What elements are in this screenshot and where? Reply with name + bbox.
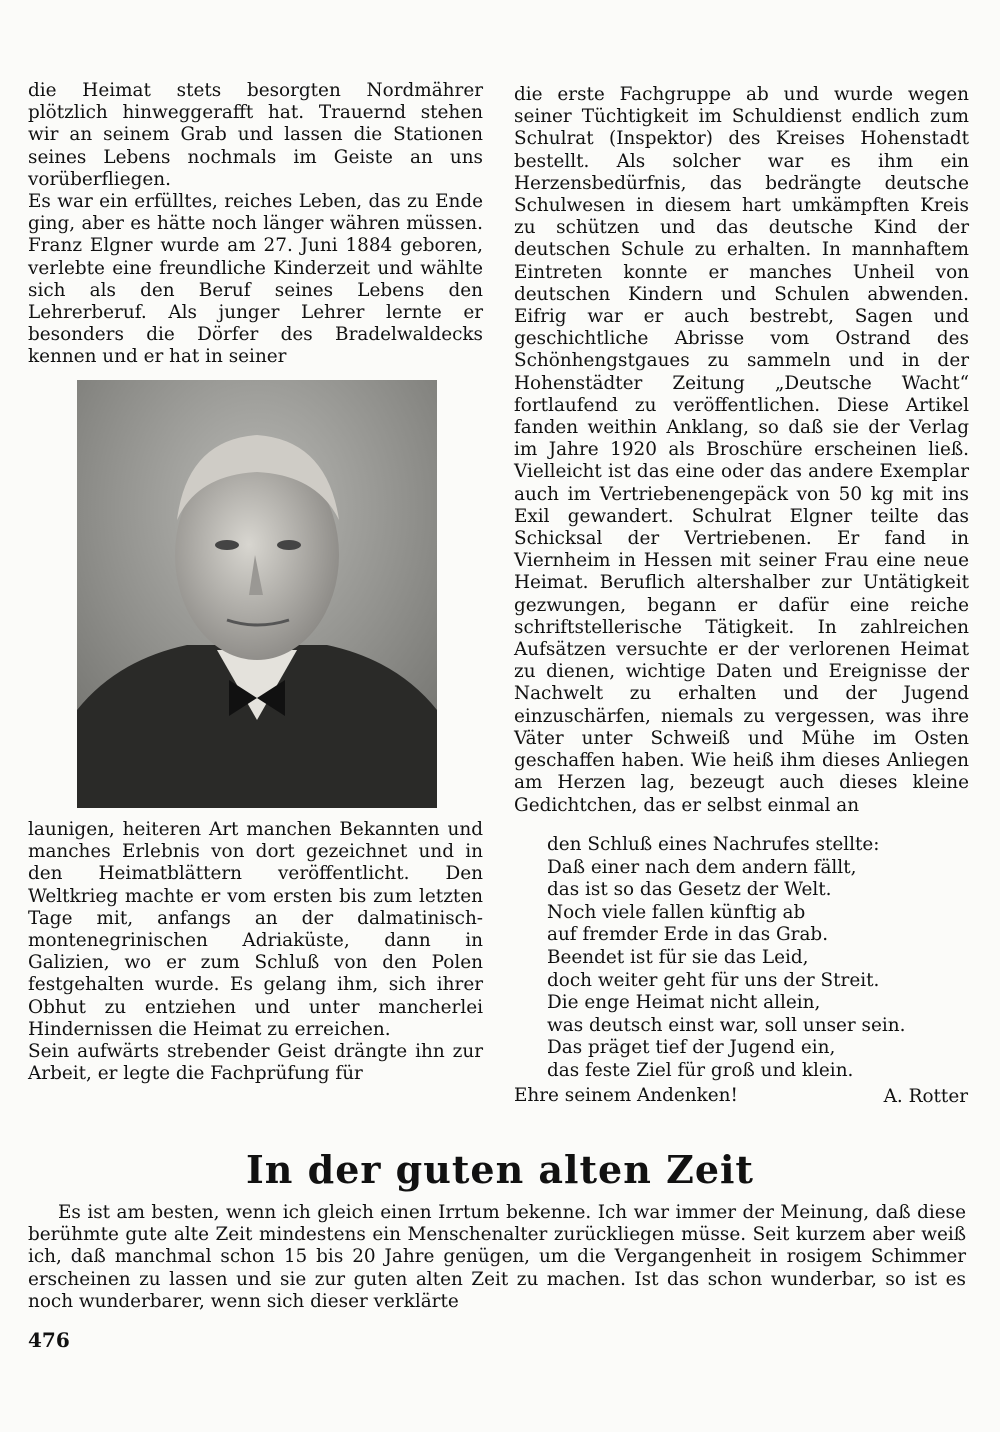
poem-line: den Schluß eines Nachrufes stellte:	[547, 834, 880, 855]
right-column	[514, 84, 969, 817]
poem-line: Die enge Heimat nicht allein,	[547, 992, 821, 1014]
paragraph: Es war ein erfülltes, reiches Leben, das zu Ende ging, aber es hätte noch länger währen müssen. Franz Elgner wurde am 27. Juni 1884 geboren, verlebte eine freundliche Kinderzeit und wählte sich als den Beruf seines Lebens den Lehrerberuf. Als junger Lehrer lernte er besonders die Dörfer des Bradelwaldecks kennen und er hat in seiner	[28, 191, 483, 368]
poem-line: das feste Ziel für groß und klein.	[547, 1059, 854, 1081]
left-column-top	[28, 80, 483, 369]
poem-line: was deutsch einst war, soll unser sein.	[547, 1014, 906, 1036]
poem-line: doch weiter geht für uns der Streit.	[547, 969, 880, 991]
article-intro	[28, 1202, 966, 1313]
paragraph: Sein aufwärts strebender Geist drängte ihn zur Arbeit, er legte die Fachprüfung für	[28, 1041, 483, 1085]
paragraph: die erste Fachgruppe ab und wurde wegen seiner Tüchtigkeit im Schuldienst endlich zum Schulrat (Inspektor) des Kreises Hohenstadt bestellt. Als solcher war es ihm ein Herzensbedürfnis, das bedrängte deutsche Schulwesen in diesem hart umkämpften Kreis zu schützen und das deutsche Kind der deutschen Schule zu erhalten. In mannhaftem Eintreten konnte er manches Unheil von deutschen Kindern und Schulen abwenden. Eifrig war er auch bestrebt, Sagen und geschichtliche Abrisse vom Ostrand des Schönhengstgaues zu sammeln und in der Hohenstädter Zeitung „Deutsche Wacht“ fortlaufend zu veröffentlichen. Diese Artikel fanden weithin Anklang, so daß sie der Verlag im Jahre 1920 als Broschüre erscheinen ließ. Vielleicht ist das eine oder das andere Exemplar auch im Vertriebenengepäck von 50 kg mit ins Exil gewandert. Schulrat Elgner teilte das Schicksal der Vertriebenen. Er fand in Viernheim in Hessen mit seiner Frau eine neue Heimat. Beruflich altershalber zur Untätigkeit gezwungen, begann er dafür eine reiche schriftstellerische Tätigkeit. In zahlreichen Aufsätzen versuchte er der verlorenen Heimat zu dienen, wichtige Daten und Ereignisse der Nachwelt zu erhalten und der Jugend einzuschärfen, niemals zu vergessen, was ihre Väter unter Schweiß und Mühe im Osten geschaffen haben. Wie heiß ihm dieses Anliegen am Herzen lag, bezeugt auch dieses kleine Gedichtchen, das er selbst einmal an	[514, 84, 969, 816]
page-number: 476	[28, 1328, 70, 1352]
poem	[547, 834, 967, 1083]
portrait-image	[77, 380, 437, 808]
poem-line: das ist so das Gesetz der Welt.	[547, 879, 832, 901]
paragraph: launigen, heiteren Art manchen Bekannten und manches Erlebnis von dort gezeichnet und in den Heimatblättern veröffentlicht. Den Weltkrieg machte er vom ersten bis zum letzten Tage mit, anfangs an der dalmatinisch-montenegrinischen Adriaküste, dann in Galizien, wo er zum Schluß von den Polen festgehalten wurde. Es gelang ihm, sich ihrer Obhut zu entziehen und unter mancherlei Hindernissen die Heimat zu erreichen.	[28, 819, 483, 1040]
closing-line: Ehre seinem Andenken!	[514, 1085, 738, 1106]
portrait-photo	[77, 380, 437, 808]
poem-line: Beendet ist für sie das Leid,	[547, 946, 809, 968]
paragraph: Es ist am besten, wenn ich gleich einen Irrtum bekenne. Ich war immer der Meinung, daß diese berühmte gute alte Zeit mindestens ein Menschenalter zurückliegen müsse. Seit kurzem aber weiß ich, daß manchmal schon 15 bis 20 Jahre genügen, um die Vergangenheit in rosigem Schimmer erscheinen zu lassen und sie zur guten alten Zeit zu machen. Ist das schon wunderbar, so ist es noch wunderbarer, wenn sich dieser verklärte	[28, 1202, 966, 1312]
poem-line: Daß einer nach dem andern fällt,	[547, 856, 857, 878]
poem-line: Noch viele fallen künftig ab	[547, 901, 806, 923]
author-signature: A. Rotter	[883, 1086, 968, 1107]
article-headline: In der guten alten Zeit	[246, 1147, 754, 1192]
left-column-bottom	[28, 819, 483, 1085]
paragraph: die Heimat stets besorgten Nordmährer plötzlich hinweggerafft hat. Trauernd stehen wir an seinem Grab und lassen die Stationen seines Lebens nochmals im Geiste an uns vorüberfliegen.	[28, 80, 483, 190]
poem-line: Das präget tief der Jugend ein,	[547, 1037, 836, 1059]
poem-line: auf fremder Erde in das Grab.	[547, 924, 829, 946]
